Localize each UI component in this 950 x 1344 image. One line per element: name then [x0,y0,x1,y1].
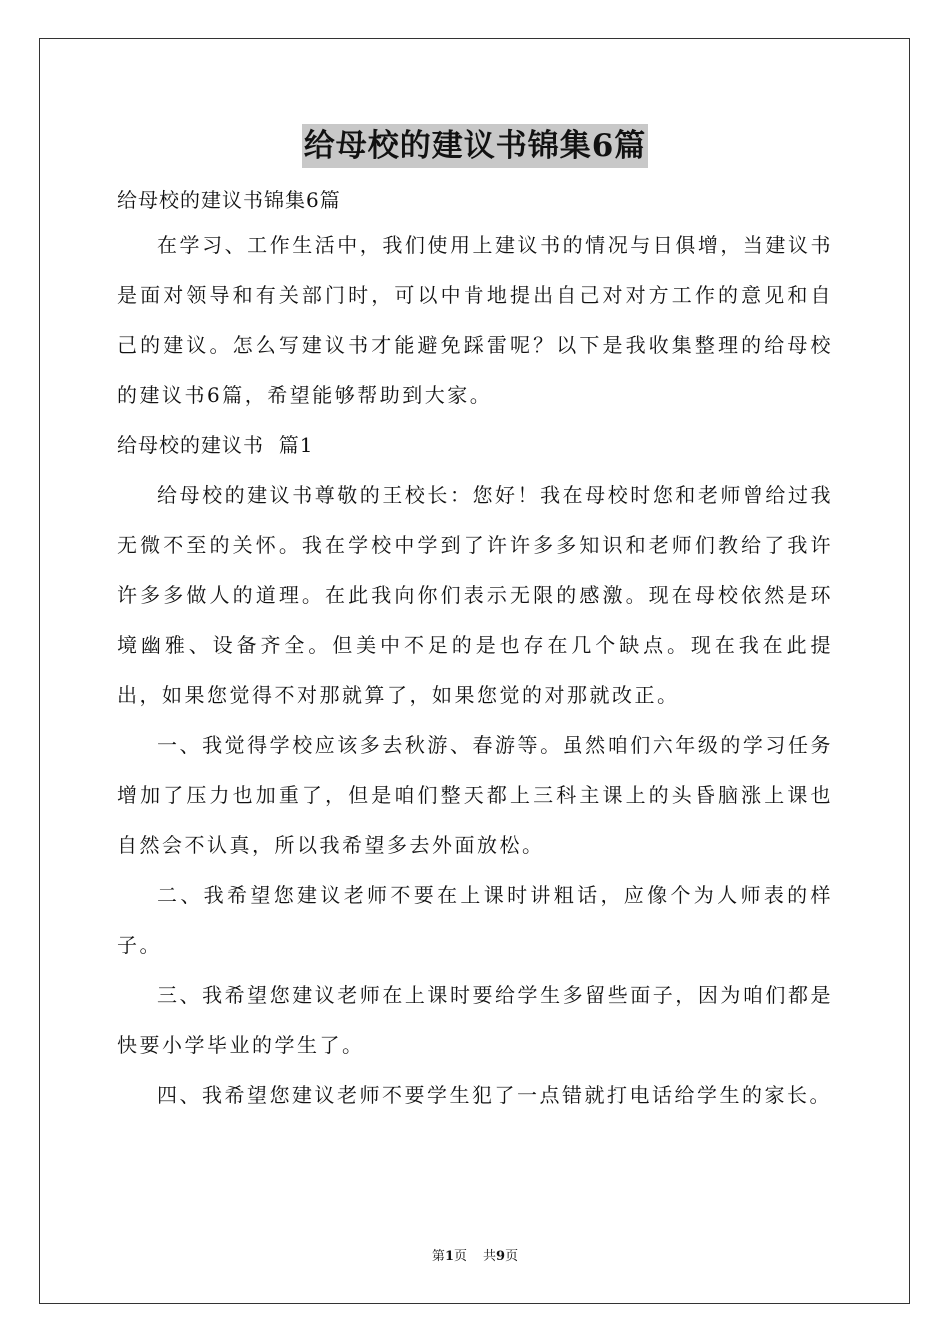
current-page-number: 1 [444,1249,454,1264]
document-subtitle: 给母校的建议书锦集6篇 [117,188,341,212]
body-paragraph: 给母校的建议书尊敬的王校长：您好！我在母校时您和老师曾给过我无微不至的关怀。我在学校中学到了许许多多知识和老师们教给了我许许多多做人的道理。在此我向你们表示无限的感激。现在母校依然是环境幽雅、设备齐全。但美中不足的是也存在几个缺点。现在我在此提出，如果您觉得不对那就算了，如果您觉的对那就改正。 [117,483,833,707]
total-pages-number: 9 [496,1249,506,1264]
body-paragraph: 二、我希望您建议老师不要在上课时讲粗话，应像个为人师表的样子。 [117,883,833,957]
body-paragraph: 三、我希望您建议老师在上课时要给学生多留些面子，因为咱们都是快要小学毕业的学生了。 [117,983,833,1057]
document-title: 给母校的建议书锦集6篇 [302,124,649,168]
title-container [0,124,950,168]
page-prefix: 第 [431,1249,445,1264]
page-suffix: 页 [453,1249,467,1264]
total-suffix: 页 [505,1249,519,1264]
page-footer [0,1248,950,1266]
body-paragraph: 一、我觉得学校应该多去秋游、春游等。虽然咱们六年级的学习任务增加了压力也加重了，但是咱们整天都上三科主课上的头昏脑涨上课也自然会不认真，所以我希望多去外面放松。 [117,733,833,857]
document-body [117,180,833,1120]
total-prefix: 共 [483,1249,497,1264]
body-paragraph: 四、我希望您建议老师不要学生犯了一点错就打电话给学生的家长。 [157,1083,832,1107]
section-heading: 给母校的建议书 篇1 [117,433,314,457]
intro-paragraph: 在学习、工作生活中，我们使用上建议书的情况与日俱增，当建议书是面对领导和有关部门时，可以中肯地提出自己对对方工作的意见和自己的建议。怎么写建议书才能避免踩雷呢？以下是我收集整理的给母校的建议书6篇，希望能够帮助到大家。 [117,233,833,407]
